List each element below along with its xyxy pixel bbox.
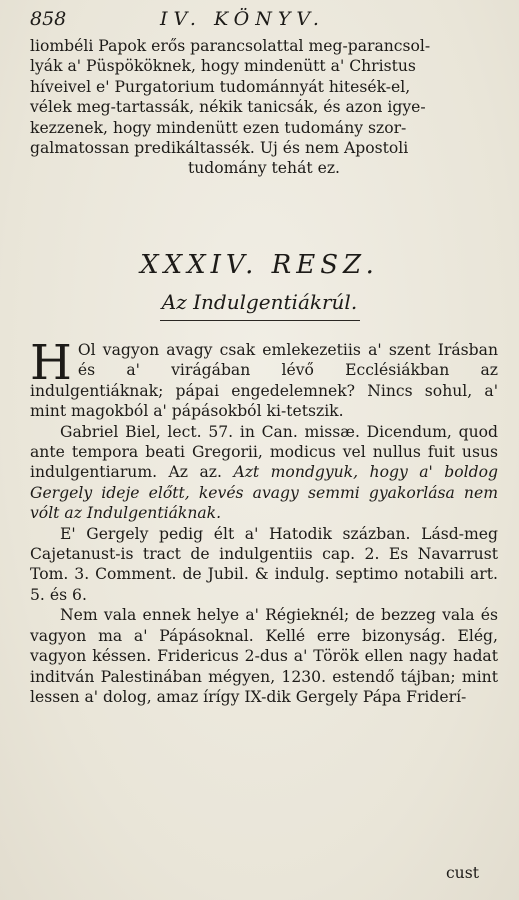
paragraph xyxy=(30,335,498,422)
italic-translation: Azt mondgyuk, hogy a' boldog Gergely ideje előtt, kevés avagy semmi gyakorlása nem vólt az Indulgentiáknak. xyxy=(30,463,498,523)
paragraph xyxy=(30,422,498,524)
text-line: galmatossan predikáltassék. Uj és nem Apostoli xyxy=(30,139,409,158)
page-number: 858 xyxy=(30,8,67,30)
text-line: liombéli Papok erős parancsolattal meg-parancsol- xyxy=(30,37,431,55)
title-underline xyxy=(160,320,360,321)
catchword: cust xyxy=(445,864,479,882)
text-line: lyák a' Püspököknek, hogy mindenütt a' Christus xyxy=(30,57,416,76)
paragraph-text: Ol vagyon avagy csak emlekezetiis a' szent Irásban és a' virágában lévő Ecclésiákban az indulgentiáknak; pápai engedelemnek? Nincs sohul, a' mint magokból a' pápásokból ki-tetszik. xyxy=(30,341,498,421)
closing-line: tudomány tehát ez. xyxy=(187,159,341,178)
text-line: vélek meg-tartassák, nékik tanicsák, és azon igye- xyxy=(30,98,426,117)
text-line: híveivel e' Purgatorium tudománnyát hitesék-el, xyxy=(30,77,411,96)
drop-cap: H xyxy=(30,335,72,391)
running-head: IV. KÖNYV. xyxy=(160,8,325,30)
chapter-heading: XXXIV. RESZ. xyxy=(140,250,379,280)
paragraph: E' Gergely pedig élt a' Hatodik százban. Lásd-meg Cajetanust-is tract de indulgentiis cap. 2. Es Navarrust Tom. 3. Comment. de Jubil. & indulg. septimo notabili art. 5. és 6. xyxy=(30,524,498,604)
chapter-title: Az Indulgentiákrúl. xyxy=(161,290,358,314)
paragraph: Nem vala ennek helye a' Régieknél; de bezzeg vala és vagyon ma a' Pápásoknal. Kellé erre bizonyság. Elég, vagyon késsen. Fridericus 2-dus a' Török ellen nagy hadat inditván Palestinában mégyen, 1230. estendő tájban; mint lessen a' dolog, amaz írígy IX-dik Gergely Pápa Friderí- xyxy=(30,606,498,706)
paragraph-text: Gabriel Biel, lect. 57. in Can. missæ. Dicendum, quod ante tempora beati Gregorii, modicus vel nullus fuit usus indulgentiarum. Az az. xyxy=(30,422,498,482)
section-text xyxy=(30,335,498,707)
page-header xyxy=(30,8,499,36)
opening-text xyxy=(30,36,498,179)
text-line: kezzenek, hogy mindenütt ezen tudomány szor- xyxy=(30,118,407,137)
